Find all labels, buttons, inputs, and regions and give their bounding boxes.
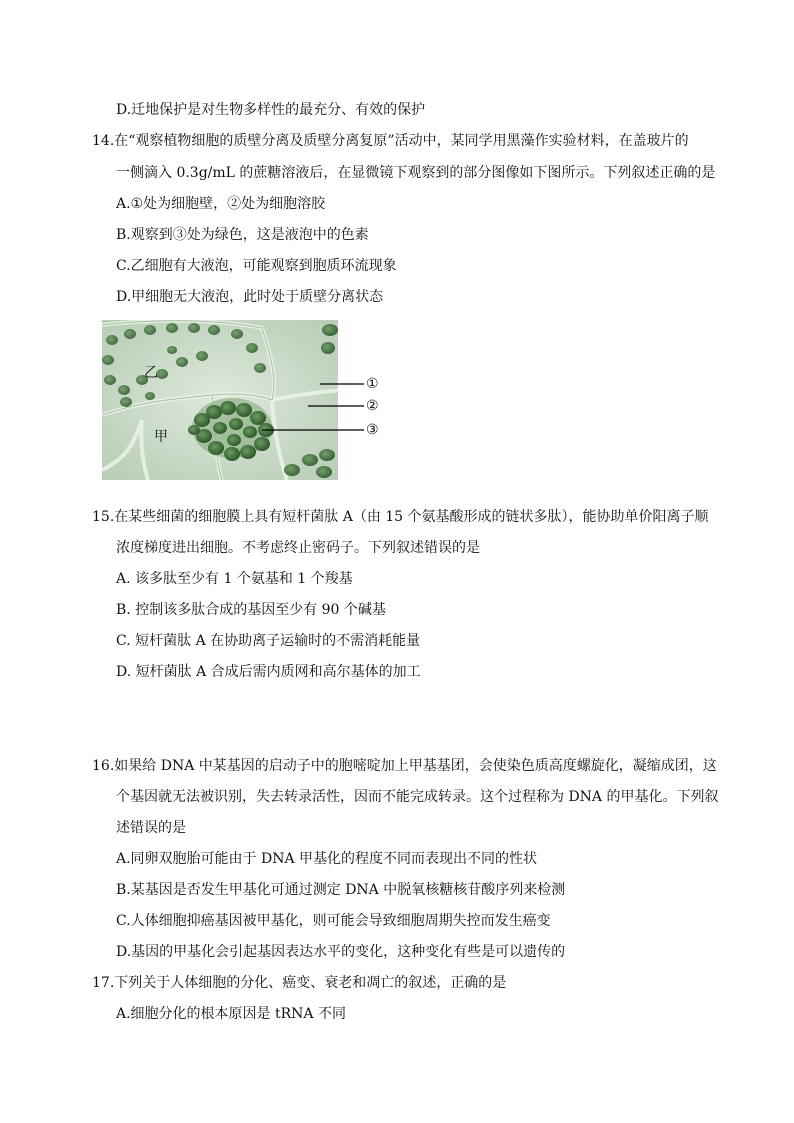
q17-stem: 17.下列关于人体细胞的分化、癌变、衰老和凋亡的叙述，正确的是 <box>92 975 507 991</box>
q15-option-d: D. 短杆菌肽 A 合成后需内质网和高尔基体的加工 <box>116 664 421 680</box>
q15-option-a: A. 该多肽至少有 1 个氨基和 1 个羧基 <box>116 571 353 587</box>
q13-option-d: D.迁地保护是对生物多样性的最充分、有效的保护 <box>116 102 426 118</box>
micrograph-image <box>102 320 338 480</box>
q15-stem-line-2: 浓度梯度进出细胞。不考虑终止密码子。下列叙述错误的是 <box>116 540 480 556</box>
q14-option-d: D.甲细胞无大液泡，此时处于质壁分离状态 <box>116 289 384 305</box>
q16-stem-line-1: 16.如果给 DNA 中某基因的启动子中的胞嘧啶加上甲基基团，会使染色质高度螺旋化，凝缩成团，这 <box>92 758 717 774</box>
cell-label-jia: 甲 <box>154 429 168 445</box>
q16-stem-line-2: 个基因就无法被识别，失去转录活性，因而不能完成转录。这个过程称为 DNA 的甲基化。下列叙 <box>116 789 719 805</box>
q16-option-d: D.基因的甲基化会引起基因表达水平的变化，这种变化有些是可以遗传的 <box>116 944 566 960</box>
q15-option-c: C. 短杆菌肽 A 在协助离子运输时的不需消耗能量 <box>116 633 421 649</box>
q14-stem-line-1: 14.在“观察植物细胞的质壁分离及质壁分离复原”活动中，某同学用黑藻作实验材料，在盖玻片的 <box>92 133 689 149</box>
q14-option-c: C.乙细胞有大液泡，可能观察到胞质环流现象 <box>116 258 397 274</box>
callout-1: ① <box>366 376 379 392</box>
callout-3: ③ <box>366 422 379 438</box>
micrograph-figure <box>102 320 338 480</box>
q16-option-a: A.同卵双胞胎可能由于 DNA 甲基化的程度不同而表现出不同的性状 <box>116 851 538 867</box>
q14-stem-line-2: 一侧滴入 0.3g/mL 的蔗糖溶液后，在显微镜下观察到的部分图像如下图所示。下列叙述正确的是 <box>116 165 716 181</box>
q16-option-c: C.人体细胞抑癌基因被甲基化，则可能会导致细胞周期失控而发生癌变 <box>116 913 551 929</box>
q15-option-b: B. 控制该多肽合成的基因至少有 90 个碱基 <box>116 602 386 618</box>
q16-option-b: B.某基因是否发生甲基化可通过测定 DNA 中脱氧核糖核苷酸序列来检测 <box>116 882 566 898</box>
q14-option-b: B.观察到③处为绿色，这是液泡中的色素 <box>116 227 369 243</box>
callout-leaders <box>338 376 366 436</box>
q17-option-a: A.细胞分化的根本原因是 tRNA 不同 <box>116 1006 346 1022</box>
callout-2: ② <box>366 398 379 414</box>
q16-stem-line-3: 述错误的是 <box>116 820 186 836</box>
q14-option-a: A.①处为细胞壁，②处为细胞溶胶 <box>116 196 326 212</box>
q15-stem-line-1: 15.在某些细菌的细胞膜上具有短杆菌肽 A（由 15 个氨基酸形成的链状多肽），能协助单价阳离子顺 <box>92 509 709 525</box>
cell-label-yi: 乙 <box>144 365 158 381</box>
